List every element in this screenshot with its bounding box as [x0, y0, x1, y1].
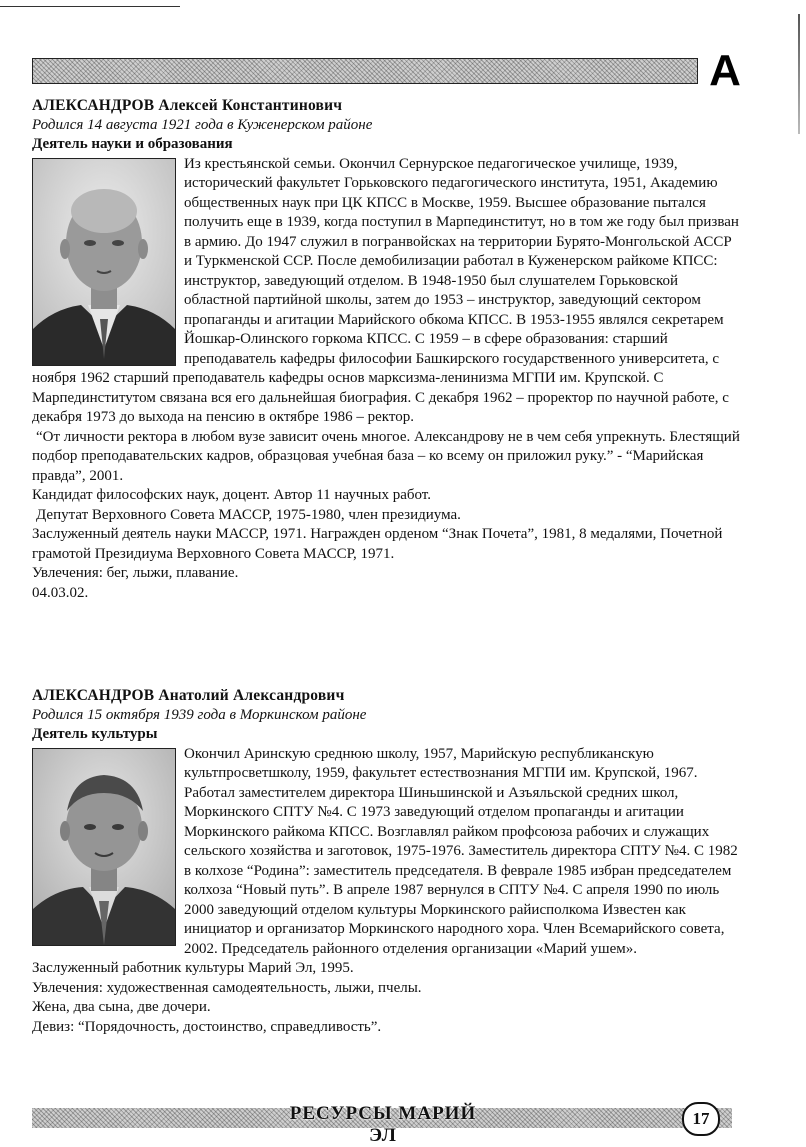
bio-paragraph: Окончил Аринскую среднюю школу, 1957, Марийскую республиканскую культпросветшколу, 1959, факультет естествознания МГПИ им. Крупской, 1967. Работал заместителем директора Шиньшинской и Азъяльской средних школ, Моркинского СПТУ №4. С 1973 заведующий отделом пропаганды и агитации Моркинского райкома КПСС. Возглавлял райком профсоюза рабочих и служащих сельского хозяйства и заготовок, 1975-1976. Заместитель директора СПТУ №4. С 1982 в колхозе “Родина”: заместитель председателя. В феврале 1985 избран председателем колхоза “Новый путь”. В апреле 1987 вернулся в СПТУ №4. С апреля 1990 по июль 2000 заведующий отделом культуры Моркинского райисполкома Известен как инициатор и организатор Моркинского народного хора. Член Всемарийского совета, 2002. Председатель районного отделения организации «Марий ушем». — [184, 745, 738, 957]
footer-title: РЕСУРСЫ МАРИЙ ЭЛ — [289, 1103, 477, 1146]
bio-motto: Девиз: “Порядочность, достоинство, справедливость”. — [32, 1018, 382, 1035]
scan-edge-mark — [798, 14, 800, 134]
header-band — [32, 58, 698, 84]
biography-text — [32, 745, 742, 1038]
scan-top-rule — [0, 6, 180, 7]
portrait-photo-svg — [33, 159, 175, 365]
person-role: Деятель культуры — [32, 726, 158, 742]
bio-hobbies: Увлечения: бег, лыжи, плавание. — [32, 565, 239, 581]
bio-hobbies: Увлечения: художественная самодеятельность, лыжи, пчелы. — [32, 979, 422, 996]
birth-info: Родился 15 октября 1939 года в Моркинском районе — [32, 706, 367, 723]
portrait-photo-icon — [32, 748, 176, 946]
birth-info: Родился 14 августа 1921 года в Куженерском районе — [32, 116, 373, 133]
bio-quote: “От личности ректора в любом вузе зависит очень многое. Александрову не в чем себя упрекнуть. Блестящий подбор преподавательских кадров, образцовая учебная база – ко всему он приложил руку.” - “Марийская правда”, 2001. — [32, 428, 740, 484]
bio-degree: Кандидат философских наук, доцент. Автор 11 научных работ. — [32, 487, 431, 503]
portrait-photo-svg — [33, 749, 175, 945]
biography-entry — [32, 686, 742, 1037]
bio-date: 04.03.02. — [32, 584, 89, 601]
biography-entry — [32, 96, 742, 603]
bio-awards: Заслуженный деятель науки МАССР, 1971. Награжден орденом “Знак Почета”, 1981, 8 медалями, Почетной грамотой Президиума Верховного Совета МАССР, 1971. — [32, 526, 723, 562]
biography-text — [32, 155, 742, 604]
person-name: АЛЕКСАНДРОВ Алексей Константинович — [32, 97, 343, 114]
bio-honor: Заслуженный работник культуры Марий Эл, 1995. — [32, 960, 354, 976]
portrait-photo-icon — [32, 158, 176, 366]
section-letter: А — [709, 46, 741, 95]
bio-family: Жена, два сына, две дочери. — [32, 999, 211, 1015]
page-number: 17 — [682, 1102, 720, 1136]
bio-deputy: Депутат Верховного Совета МАССР, 1975-1980, член президиума. — [36, 506, 461, 523]
person-role: Деятель науки и образования — [32, 136, 233, 152]
person-name: АЛЕКСАНДРОВ Анатолий Александрович — [32, 687, 345, 704]
bio-paragraph: Из крестьянской семьи. Окончил Сернурское педагогическое училище, 1939, исторический факультет Горьковского педагогического института, 1951, Академию общественных наук при ЦК КПСС в Москве, 1959. Высшее образование пытался получить еще в 1939, когда поступил в Марпединститут, но в том же году был призван в армию. До 1947 служил в погранвойсках на территории Бурято-Монгольской АССР и Туркменской ССР. После демобилизации работал в Куженерском райкоме КПСС: инструктор, заведующий отделом. В 1948-1950 был слушателем Горьковской областной партийной школы, затем до 1953 – инструктор, заведующий сектором пропаганды и агитации Марийского обкома КПСС. В 1953-1955 являлся секретарем Йошкар-Олинского горкома КПСС. С 1959 – в сфере образования: старший преподаватель кафедры философии Башкирского государственного университета, с ноября 1962 старший преподаватель кафедры основ марксизма-ленинизма МГПИ им. Крупской. С Марпединститутом связана вся его дальнейшая биография. С декабря 1962 – проректор по научной работе, с декабря 1973 до выхода на пенсию в октябре 1986 – ректор. — [32, 155, 739, 425]
